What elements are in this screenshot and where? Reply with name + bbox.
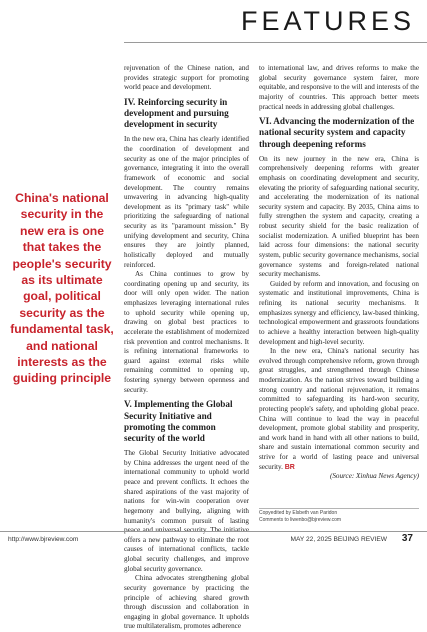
column-left xyxy=(124,64,249,632)
paragraph-text: In the new era, China's national security has evolved through comprehensive reform, grown through great struggles, and strengthened through Chinese modernization. As the nation strives toward building a strong country and national rejuvenation, it remains committed to safeguarding its hard-won security, protecting people's safety, and upholding global peace. China will continue to lead the way in peaceful development, promote global stability and prosperity, and work hand in hand with all other nations to build, share and sustain international common security and strive for a world of lasting peace and universal security. xyxy=(259,347,419,471)
paragraph: In the new era, China has clearly identified the coordination of development and security as one of the major principles of governance, integrating it into the overall framework of economic and social development. The country remains unwavering in advancing high-quality development as its "primary task" while prioritizing the safeguarding of national security as its "paramount mission." By unifying development and security, China ensures they are jointly planned, holistically deployed and mutually reinforced. xyxy=(124,135,249,269)
comments-line[interactable]: Comments to liwenbo@bjreview.com xyxy=(259,517,342,523)
paragraph: The Global Security Initiative advocated by China addresses the urgent need of the international community to uphold world peace and prevent conflicts. It echoes the shared aspirations of the vast majority of nations for win-win cooperation over hegemony and bullying, aligning with humanity's common pursuit of lasting offers a new pathway to eliminate the root causes of international conflicts, tackle global security challenges, and improve global security governance. xyxy=(124,449,249,573)
credits xyxy=(259,508,419,524)
copyeditor-line: Copyedited by Elsbeth van Paridon xyxy=(259,510,338,516)
header-rule xyxy=(124,42,427,43)
section-heading: VI. Advancing the modernization of the national security system and capacity through deepening reforms xyxy=(259,116,415,149)
section-heading: IV. Reinforcing security in development and pursuing development in security xyxy=(124,96,229,130)
footer-rule xyxy=(0,531,427,532)
column-right xyxy=(259,64,419,482)
footer-url-link[interactable]: http://www.bjreview.com xyxy=(8,536,79,543)
paragraph: As China continues to grow by coordinating opening up and security, its door will only open wider. The nation emphasizes leveraging international rules to uphold security while opening up, drawing on global best practices to accelerate the establishment of modernized risk prevention and control mechanisms. It is refining international frameworks to guard against external risks while remaining committed to opening up, fostering synergy between openness and security. xyxy=(124,270,249,394)
paragraph: rejuvenation of the Chinese nation, and provides strategic support for promoting world peace and development. xyxy=(124,64,249,92)
footer-issue: MAY 22, 2025 BEIJING REVIEW xyxy=(290,536,387,543)
page-number: 37 xyxy=(401,533,413,544)
paragraph xyxy=(259,347,419,472)
paragraph: On its new journey in the new era, China is comprehensively deepening reforms with greater emphasis on coordinating development and security, elevating the priority of safeguarding national security, and accelerating the modernization of its national security system and capacity. By 2035, China aims to fully strengthen the system and capacity, creating a robust security shield for the basic realization of socialist modernization. A unified blueprint has been laid across four dimensions: the national security system, public security governance mechanisms, social governance systems and foreign-related national security mechanisms. xyxy=(259,154,419,279)
section-heading: V. Implementing the Global Security Initiative and promoting the common security of the world xyxy=(124,399,233,443)
header-title: FEATURES xyxy=(240,6,415,36)
end-mark-br: BR xyxy=(284,463,295,471)
pull-quote: China's national security in the new era is one that takes the people's security as its ultimate goal, political security as the fundamental task, and national interests as the guiding principle xyxy=(10,191,114,386)
paragraph: China advocates strengthening global security governance by practicing the principle of achieving shared growth through discussion and collaboration in engaging in global governance. It upholds true multilateralism, promotes adherence xyxy=(124,574,249,631)
paragraph: Guided by reform and innovation, and focusing on systematic and institutional improvements, China is refining its national security mechanisms. It emphasizes synergy and efficiency, law-based thinking, technological empowerment and grassroots foundations to achieve a healthy interaction between high-quality development and high-level security. xyxy=(259,279,419,346)
paragraph: to international law, and drives reforms to make the global security governance system fairer, more equitable, and responsive to the will and interests of the majority of countries. This approach better meets practical needs in addressing global challenges. xyxy=(259,64,419,111)
source-line: (Source: Xinhua News Agency) xyxy=(329,472,419,481)
